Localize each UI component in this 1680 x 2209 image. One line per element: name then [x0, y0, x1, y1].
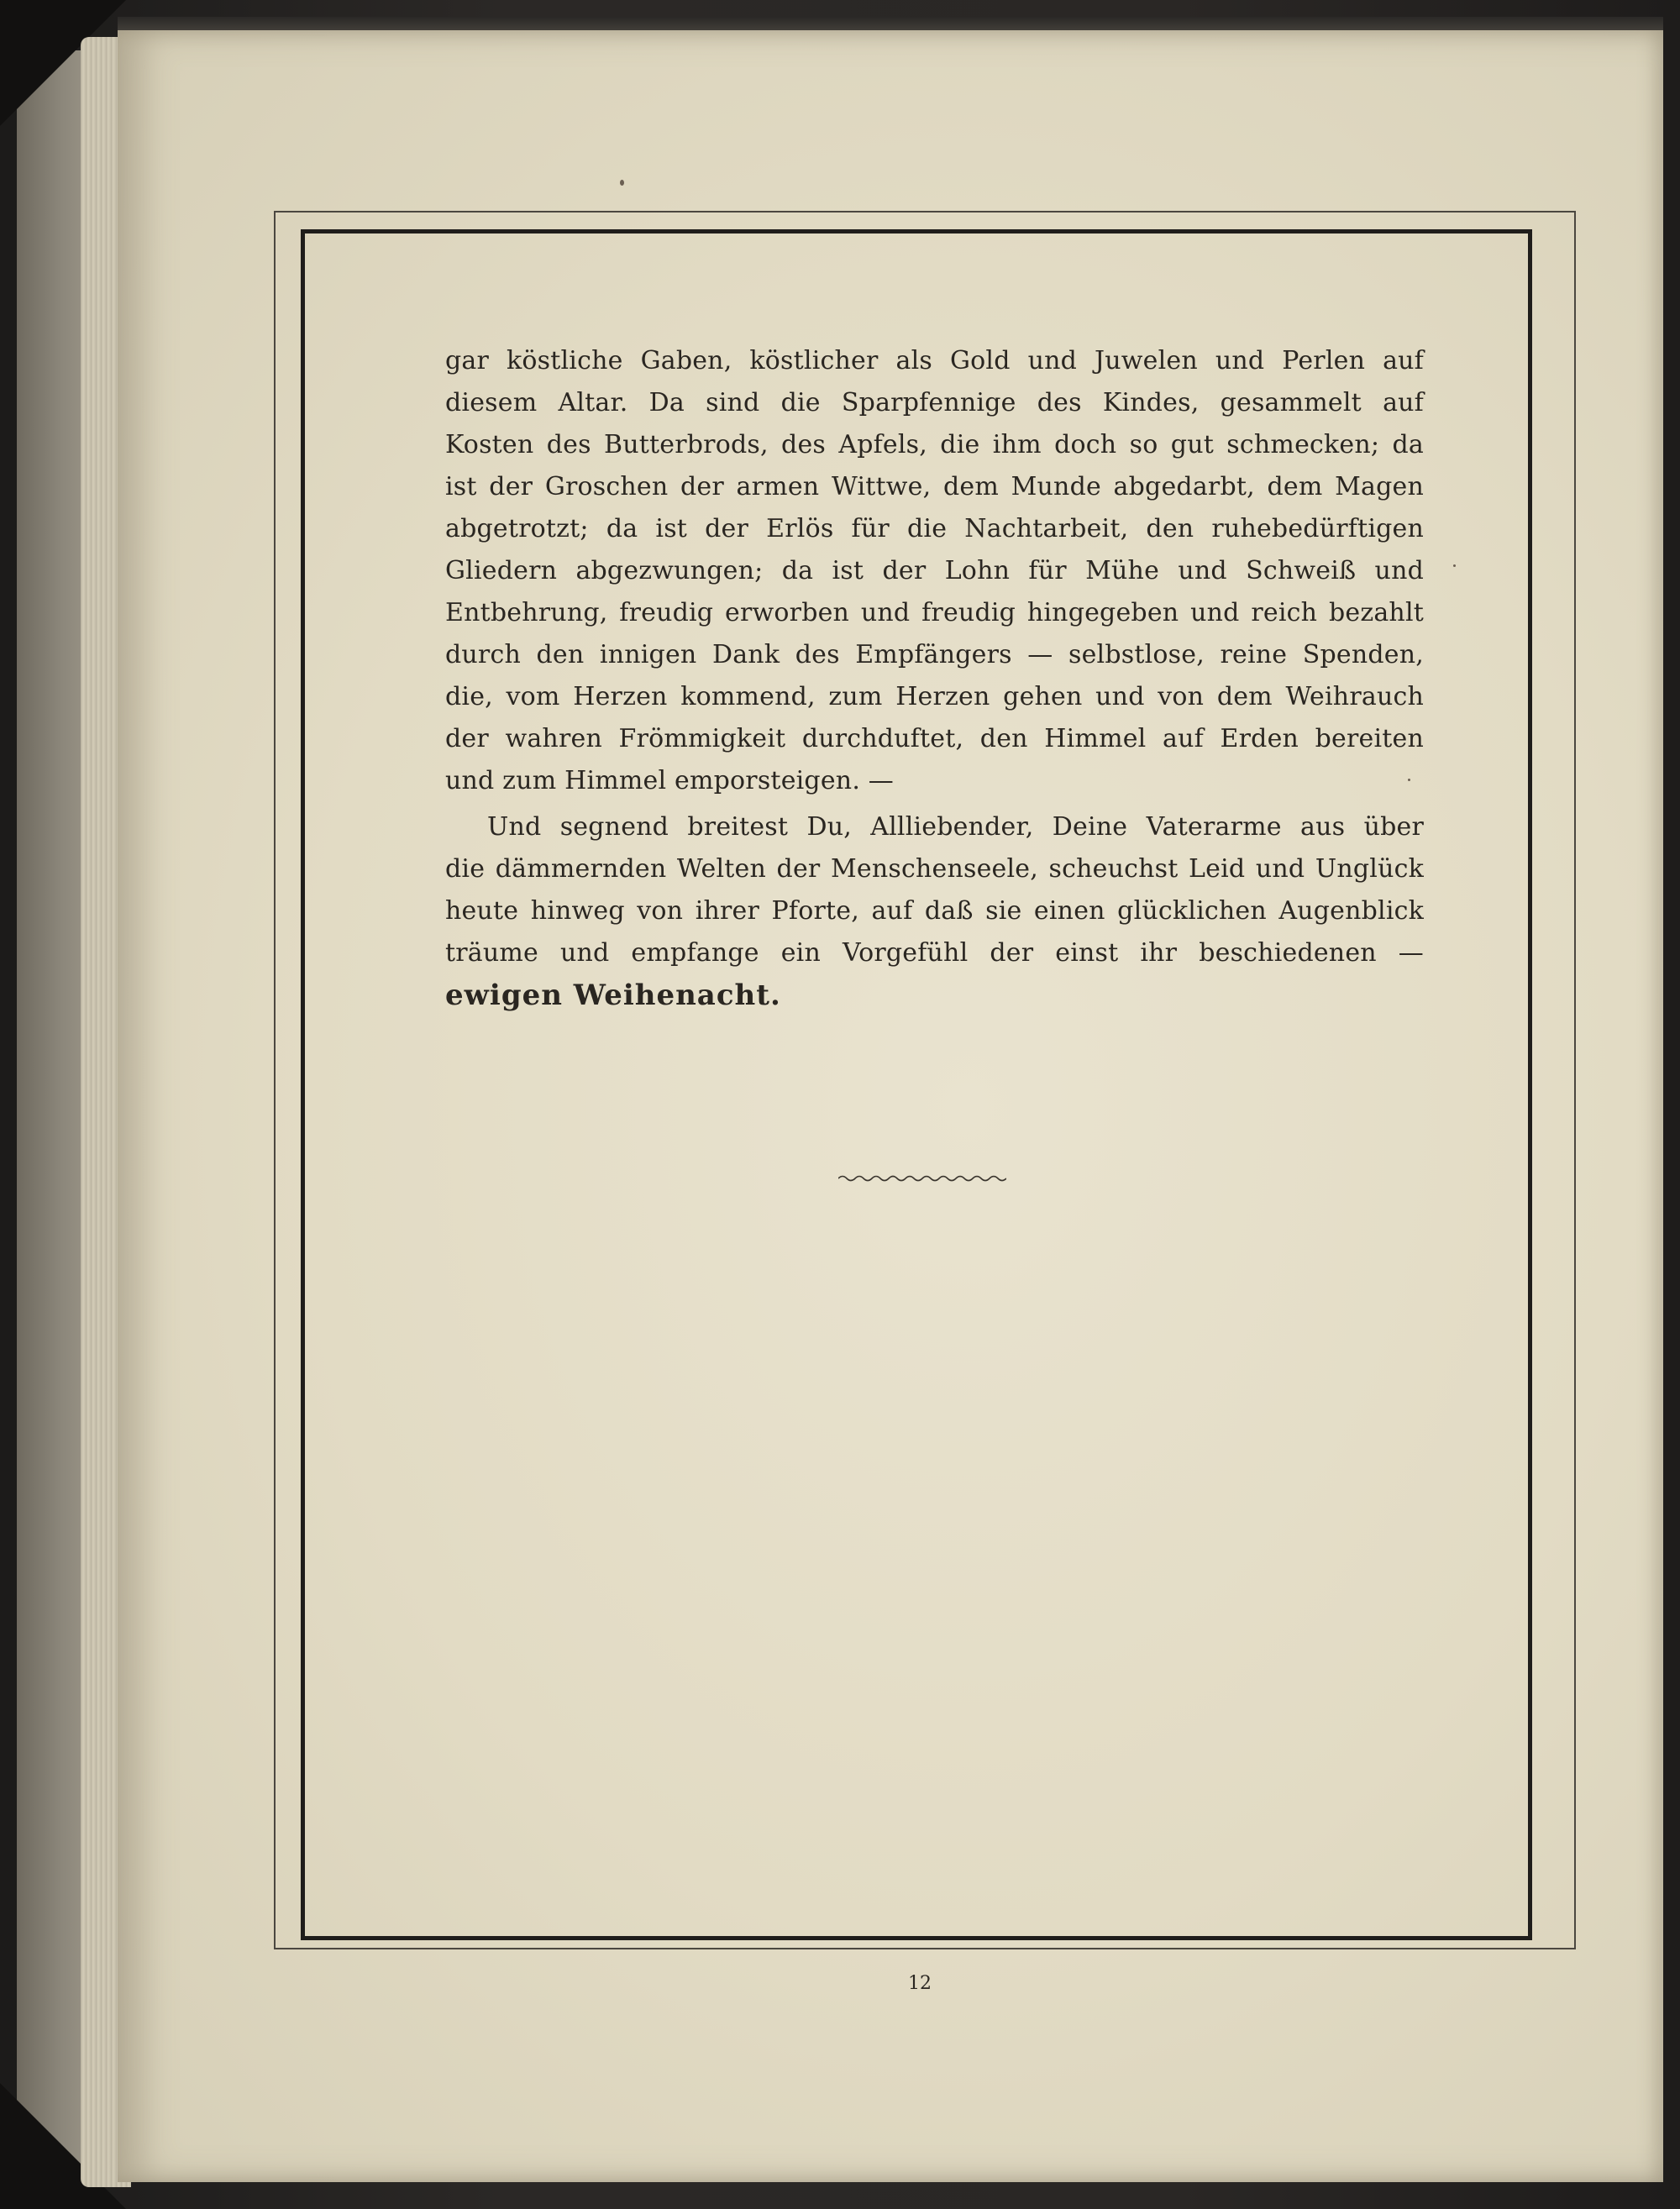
text-line: die dämmernden Welten der Menschenseele, scheuchst Leid und Unglück	[445, 854, 1424, 884]
paper-spot	[1453, 564, 1456, 567]
text-line: durch den innigen Dank des Empfängers — selbstlose, reine Spenden,	[445, 640, 1424, 669]
text-line: Entbehrung, freudig erworben und freudig hingegeben und reich bezahlt	[445, 598, 1424, 627]
text-line: der wahren Frömmigkeit durchduftet, den Himmel auf Erden bereiten	[445, 724, 1424, 753]
text-line: die, vom Herzen kommend, zum Herzen gehen und von dem Weihrauch	[445, 682, 1424, 711]
text-line: gar köstliche Gaben, köstlicher als Gold und Juwelen und Perlen auf	[445, 346, 1424, 375]
text-line: Kosten des Butterbrods, des Apfels, die ihm doch so gut schmecken; da	[445, 430, 1424, 459]
text-line: Gliedern abgezwungen; da ist der Lohn für Mühe und Schweiß und	[445, 556, 1424, 585]
text-line: und zum Himmel emporsteigen. —	[445, 766, 894, 795]
text-line: träume und empfange ein Vorgefühl der einst ihr beschiedenen —	[445, 938, 1424, 968]
page-number: 12	[908, 1973, 932, 1994]
text-line-emphasis: ewigen Weihenacht.	[445, 979, 781, 1012]
text-line: ist der Groschen der armen Wittwe, dem Munde abgedarbt, dem Magen	[445, 472, 1424, 501]
text-line: heute hinweg von ihrer Pforte, auf daß sie einen glücklichen Augenblick	[445, 896, 1424, 926]
text-line: Und segnend breitest Du, Allliebender, Deine Vaterarme aus über	[487, 812, 1424, 842]
paper-spot	[1408, 779, 1410, 781]
text-line: diesem Altar. Da sind die Sparpfennige des Kindes, gesammelt auf	[445, 388, 1424, 417]
text-line: abgetrotzt; da ist der Erlös für die Nachtarbeit, den ruhebedürftigen	[445, 514, 1424, 543]
paper-spot	[620, 180, 624, 186]
wavy-ornament	[838, 1173, 1006, 1184]
